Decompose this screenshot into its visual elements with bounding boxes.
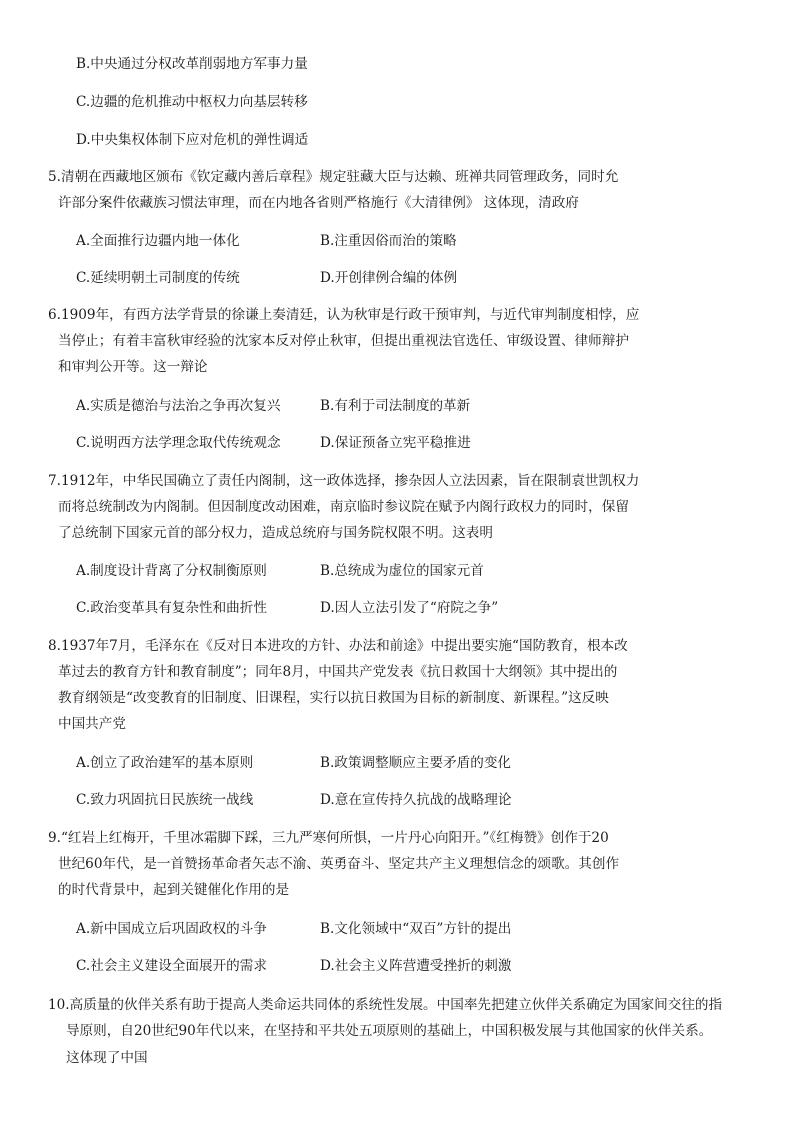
question-5-stem-line-1: 5.清朝在西藏地区颁布《钦定藏内善后章程》规定驻藏大臣与达赖、班禅共同管理政务，同时允 <box>48 169 619 185</box>
question-8-stem-line-1: 8.1937年7月，毛泽东在《反对日本进攻的方针、办法和前途》中提出要实施“国防教育，根本改 <box>48 638 628 654</box>
question-6-stem-line-2: 当停止；有着丰富秋审经验的沈家本反对停止秋审，但提出重视法官选任、审级设置、律师辩护 <box>58 333 629 349</box>
question-9-stem-line-3: 的时代背景中，起到关键催化作用的是 <box>58 882 290 898</box>
question-6-stem-line-1: 6.1909年，有西方法学背景的徐谦上奏清廷，认为秋审是行政干预审判，与近代审判制度相悖，应 <box>48 307 640 323</box>
option-9d[interactable]: D.社会主义阵营遭受挫折的刺激 <box>320 958 512 974</box>
question-10-stem-line-3: 这体现了中国 <box>66 1050 148 1066</box>
option-6b[interactable]: B.有利于司法制度的革新 <box>320 398 471 414</box>
option-6c[interactable]: C.说明西方法学理念取代传统观念 <box>76 435 281 451</box>
option-5b[interactable]: B.注重因俗而治的策略 <box>320 233 457 249</box>
question-8-stem-line-2: 革过去的教育方针和教育制度”；同年8月，中国共产党发表《抗日救国十大纲领》其中提出的 <box>58 664 618 680</box>
question-7-stem-line-2: 而将总统制改为内阁制。但因制度改动困难，南京临时参议院在赋予内阁行政权力的同时，保留 <box>58 499 629 515</box>
option-5a[interactable]: A.全面推行边疆内地一体化 <box>76 233 240 249</box>
question-7-stem-line-3: 了总统制下国家元首的部分权力，造成总统府与国务院权限不明。这表明 <box>58 525 493 541</box>
option-5c[interactable]: C.延续明朝土司制度的传统 <box>76 270 240 286</box>
option-7c[interactable]: C.政治变革具有复杂性和曲折性 <box>76 600 267 616</box>
option-9a[interactable]: A.新中国成立后巩固政权的斗争 <box>76 921 267 937</box>
option-4d[interactable]: D.中央集权体制下应对危机的弹性调适 <box>76 132 309 148</box>
question-10-stem-line-1: 10.高质量的伙伴关系有助于提高人类命运共同体的系统性发展。中国率先把建立伙伴关系确定为国家间交往的指 <box>48 997 723 1013</box>
option-4b[interactable]: B.中央通过分权改革削弱地方军事力量 <box>76 56 308 72</box>
option-8b[interactable]: B.政策调整顺应主要矛盾的变化 <box>320 755 512 771</box>
option-7d[interactable]: D.因人立法引发了“府院之争” <box>320 600 499 616</box>
question-6-stem-line-3: 和审判公开等。这一辩论 <box>58 359 208 375</box>
question-7-stem-line-1: 7.1912年，中华民国确立了责任内阁制，这一政体选择，掺杂因人立法因素，旨在限制袁世凯权力 <box>48 473 640 489</box>
option-8c[interactable]: C.致力巩固抗日民族统一战线 <box>76 792 254 808</box>
question-8-stem-line-4: 中国共产党 <box>58 716 126 732</box>
option-5d[interactable]: D.开创律例合编的体例 <box>320 270 458 286</box>
option-4c[interactable]: C.边疆的危机推动中枢权力向基层转移 <box>76 94 308 110</box>
question-9-stem-line-1: 9.“红岩上红梅开，千里冰霜脚下踩，三九严寒何所惧，一片丹心向阳开。”《红梅赞》创作于20 <box>48 830 609 846</box>
question-8-stem-line-3: 教育纲领是“改变教育的旧制度、旧课程，实行以抗日救国为目标的新制度、新课程。”这反映 <box>58 690 609 706</box>
option-7a[interactable]: A.制度设计背离了分权制衡原则 <box>76 563 267 579</box>
option-7b[interactable]: B.总统成为虚位的国家元首 <box>320 563 484 579</box>
option-6a[interactable]: A.实质是德治与法治之争再次复兴 <box>76 398 281 414</box>
option-9b[interactable]: B.文化领域中“双百”方针的提出 <box>320 921 512 937</box>
question-9-stem-line-2: 世纪60年代，是一首赞扬革命者矢志不渝、英勇奋斗、坚定共产主义理想信念的颂歌。其创作 <box>58 856 620 872</box>
option-6d[interactable]: D.保证预备立宪平稳推进 <box>320 435 471 451</box>
option-9c[interactable]: C.社会主义建设全面展开的需求 <box>76 958 267 974</box>
question-10-stem-line-2: 导原则，自20世纪90年代以来，在坚持和平共处五项原则的基础上，中国积极发展与其他国家的伙伴关系。 <box>66 1023 713 1039</box>
option-8d[interactable]: D.意在宣传持久抗战的战略理论 <box>320 792 512 808</box>
question-5-stem-line-2: 许部分案件依藏族习惯法审理，而在内地各省则严格施行《大清律例》 这体现，清政府 <box>58 195 579 211</box>
option-8a[interactable]: A.创立了政治建军的基本原则 <box>76 755 254 771</box>
